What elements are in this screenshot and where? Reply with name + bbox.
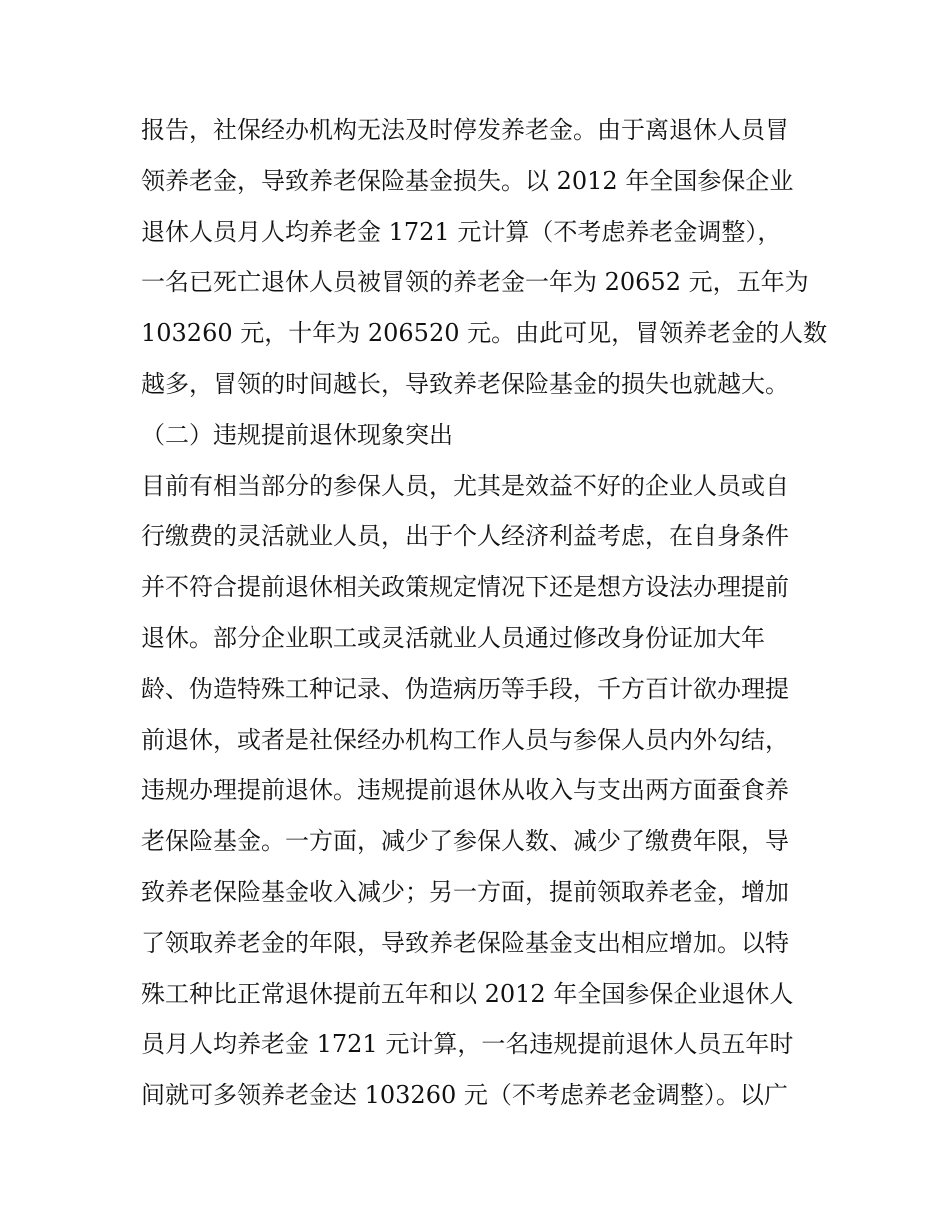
- section-heading: （二）违规提前退休现象突出: [141, 420, 453, 449]
- text-line: 了领取养老金的年限，导致养老保险基金支出相应增加。以特: [141, 928, 789, 957]
- text-line: 越多，冒领的时间越长，导致养老保险基金的损失也就越大。: [141, 369, 789, 398]
- text-line: 目前有相当部分的参保人员，尤其是效益不好的企业人员或自: [141, 471, 789, 500]
- text-line: 殊工种比正常退休提前五年和以 2012 年全国参保企业退休人: [141, 979, 794, 1008]
- text-line: 退休人员月人均养老金 1721 元计算（不考虑养老金调整），: [141, 217, 782, 246]
- text-line: 龄、伪造特殊工种记录、伪造病历等手段，千方百计欲办理提: [141, 674, 789, 703]
- text-line: 103260 元，十年为 206520 元。由此可见，冒领养老金的人数: [141, 319, 828, 348]
- text-line: 退休。部分企业职工或灵活就业人员通过修改身份证加大年: [141, 623, 765, 652]
- text-line: 员月人均养老金 1721 元计算，一名违规提前退休人员五年时: [141, 1030, 794, 1059]
- text-line: 报告，社保经办机构无法及时停发养老金。由于离退休人员冒: [141, 116, 789, 144]
- text-line: 并不符合提前退休相关政策规定情况下还是想方设法办理提前: [141, 573, 789, 602]
- text-line: 领养老金，导致养老保险基金损失。以 2012 年全国参保企业: [141, 166, 794, 195]
- text-line: 一名已死亡退休人员被冒领的养老金一年为 20652 元，五年为: [141, 268, 809, 297]
- text-line: 违规办理提前退休。违规提前退休从收入与支出两方面蚕食养: [141, 776, 789, 805]
- text-line: 间就可多领养老金达 103260 元（不考虑养老金调整）。以广: [141, 1081, 788, 1110]
- body-text: [141, 105, 831, 1121]
- text-line: 致养老保险基金收入减少；另一方面，提前领取养老金，增加: [141, 877, 789, 906]
- text-line: 行缴费的灵活就业人员，出于个人经济利益考虑，在自身条件: [141, 522, 789, 551]
- text-line: 前退休，或者是社保经办机构工作人员与参保人员内外勾结，: [141, 725, 789, 754]
- text-line: 老保险基金。一方面，减少了参保人数、减少了缴费年限，导: [141, 827, 789, 856]
